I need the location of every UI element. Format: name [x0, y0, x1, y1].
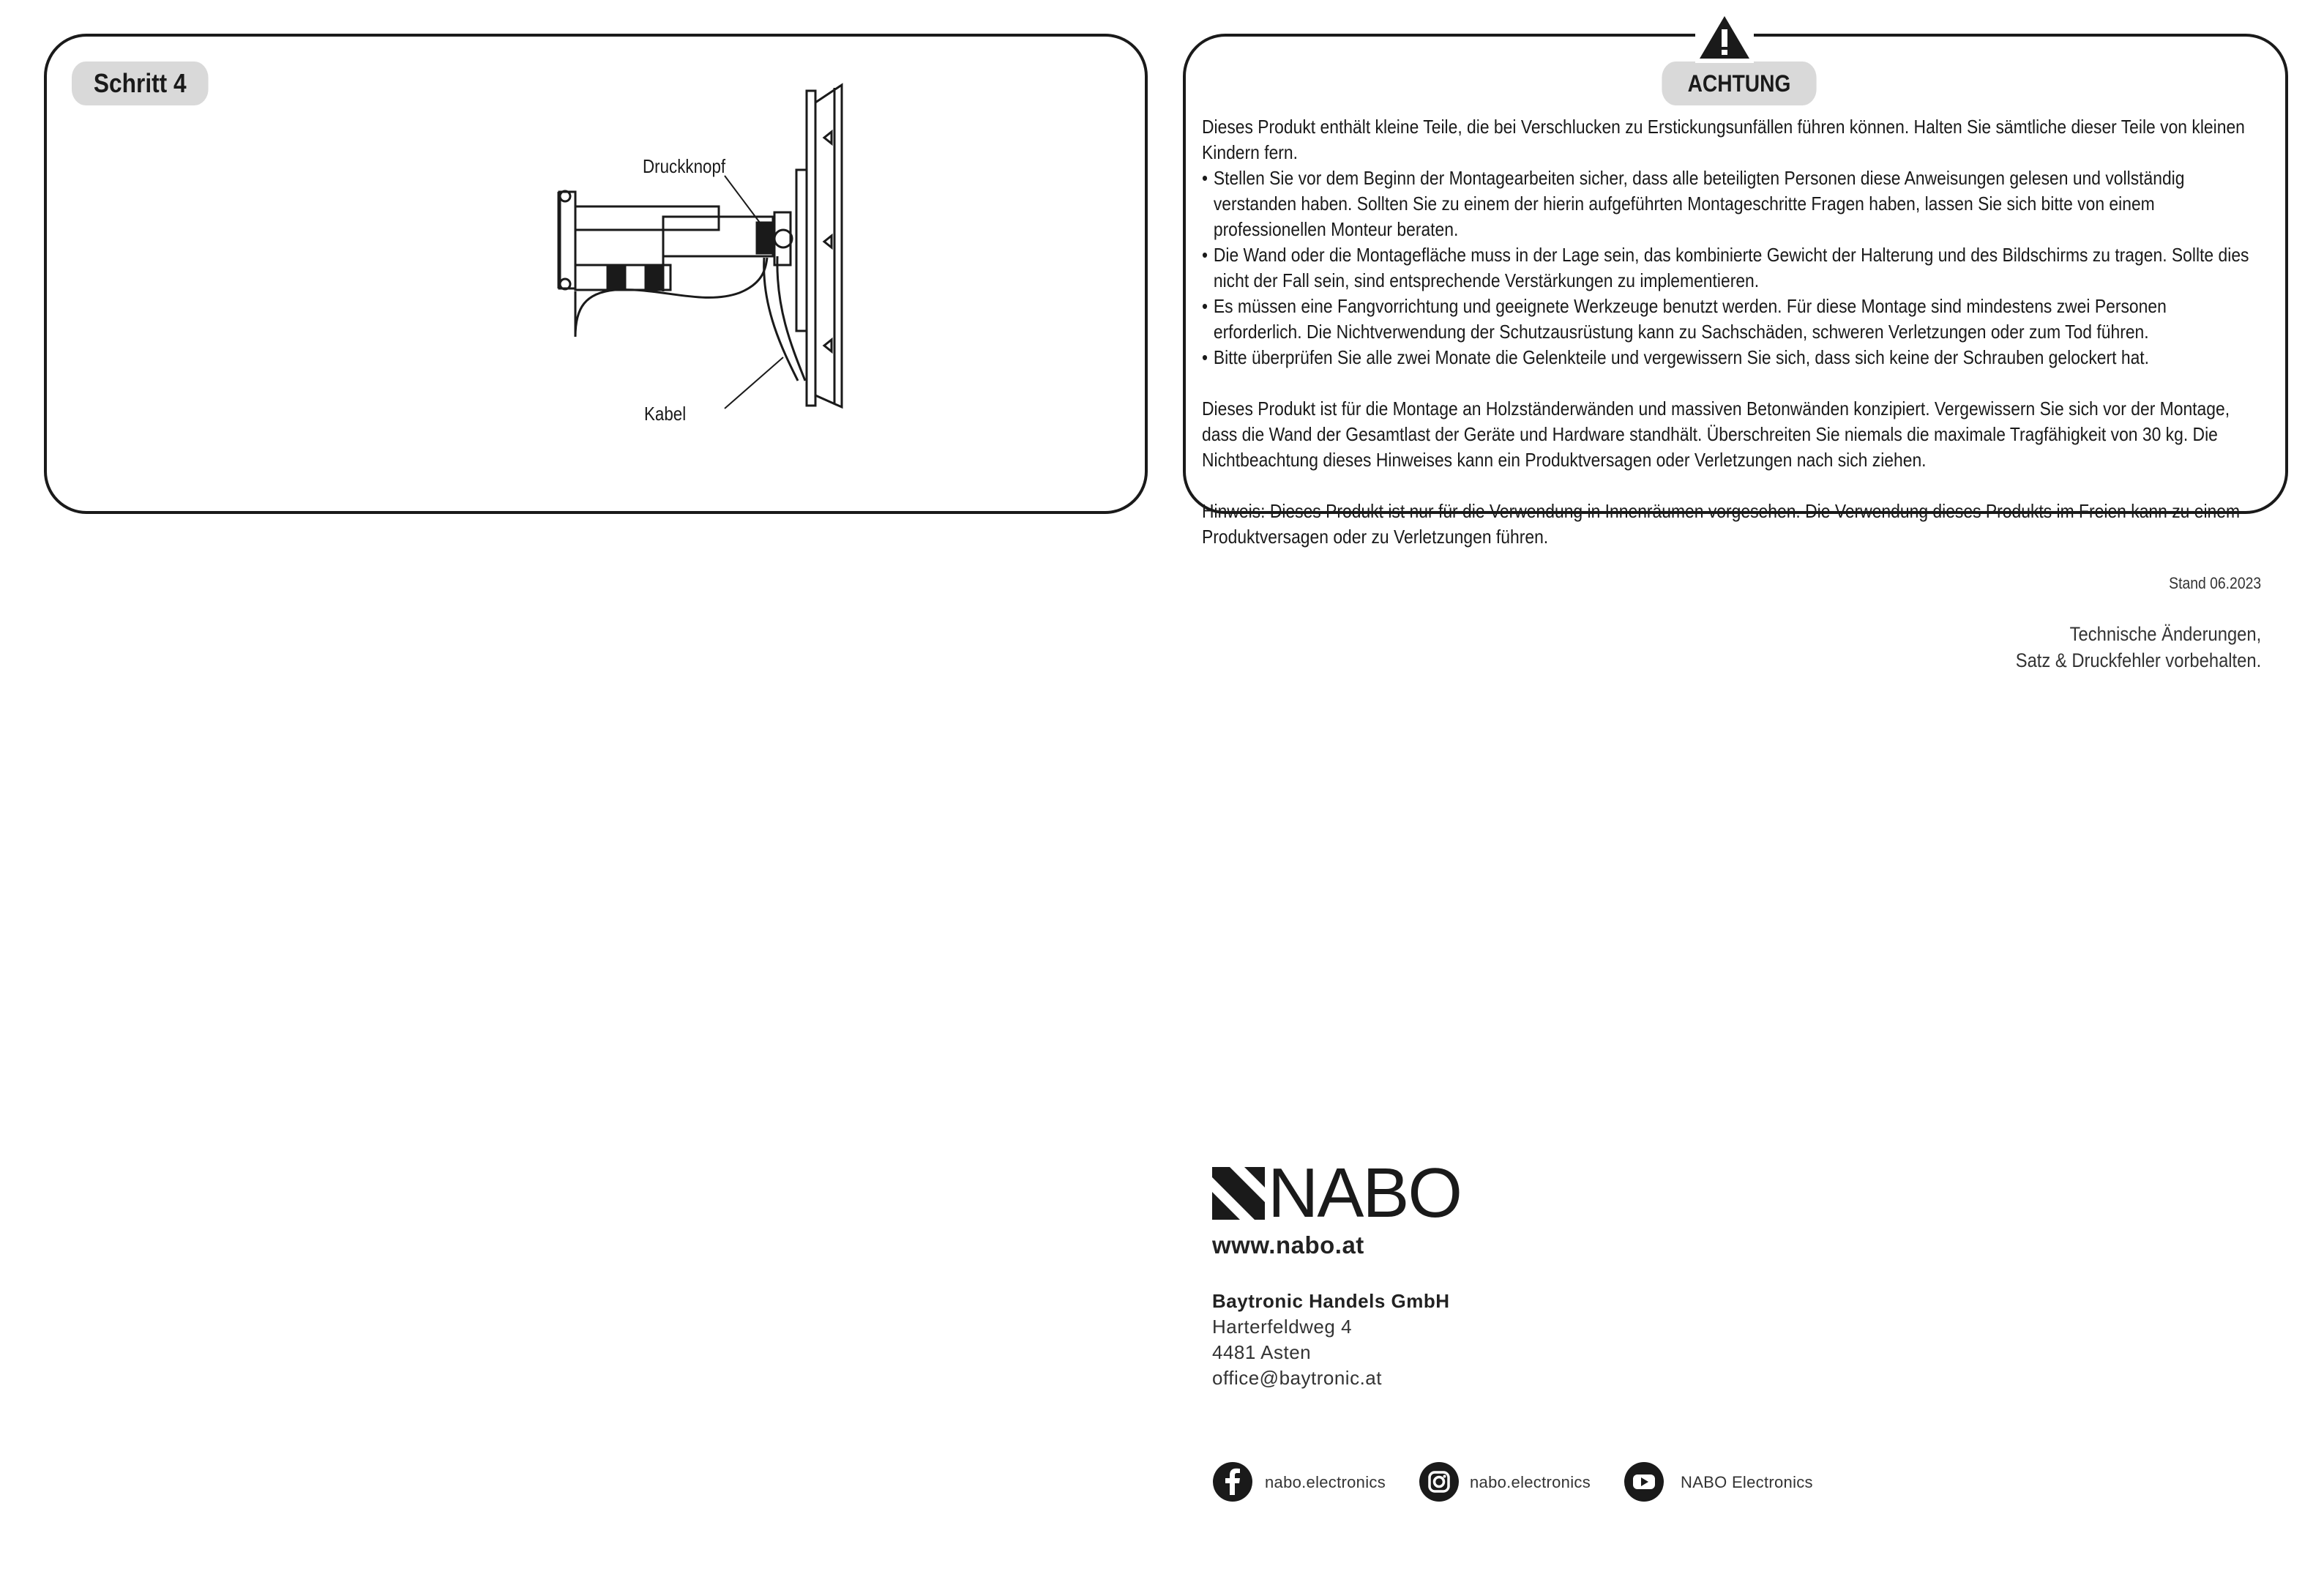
facebook-label[interactable]: nabo.electronics [1265, 1473, 1386, 1491]
company-name: Baytronic Handels GmbH [1212, 1290, 1450, 1312]
youtube-icon[interactable] [1624, 1461, 1664, 1502]
instagram-label[interactable]: nabo.electronics [1470, 1473, 1591, 1491]
push-button [757, 223, 773, 253]
warning-note: Hinweis: Dieses Produkt ist nur für die Verwendung in Innenräumen vorgesehen. Die Verwendung dieses Produkts im Freien kann zu einem Produktversagen oder zu Verletzungen führen. [1202, 500, 2241, 548]
upper-arm [575, 206, 719, 230]
address-street: Harterfeldweg 4 [1212, 1316, 1353, 1338]
disclaimer [2016, 621, 2261, 674]
step-label: Schritt 4 [72, 61, 209, 105]
disclaimer-line-2: Satz & Druckfehler vorbehalten. [2015, 649, 2261, 671]
warning-intro: Dieses Produkt enthält kleine Teile, die bei Verschlucken zu Erstickungsunfällen führen können. Halten Sie sämtliche dieser Teile von kleinen Kindern fern. [1202, 116, 2245, 163]
wall-plate [559, 192, 575, 288]
label-cable: Kabel [644, 403, 687, 425]
warning-bullet: • Es müssen eine Fangvorrichtung und geeignete Werkzeuge benutzt werden. Für diese Montage sind mindestens zwei Personen erforderlich. Die Nichtverwendung der Schutzausrüstung kann zu Sachschäden, schweren Verletzungen oder zum Tod führen. [1202, 294, 2258, 345]
warning-triangle-icon [1695, 12, 1754, 63]
youtube-label[interactable]: NABO Electronics [1681, 1473, 1813, 1491]
version-date: Stand 06.2023 [2169, 574, 2261, 592]
warning-bullet: • Stellen Sie vor dem Beginn der Montagearbeiten sicher, dass alle beteiligten Personen diese Anweisungen gelesen und vollständig verstanden haben. Sollten Sie zu einem der hierin aufgeführten Montageschritte Fragen haben, lassen Sie sich bitte von einem professionellen Monteur beraten. [1202, 165, 2258, 242]
disclaimer-line-1: Technische Änderungen, [2069, 623, 2261, 645]
warning-bullets [1202, 165, 2258, 370]
email-link[interactable]: office@baytronic.at [1212, 1367, 1382, 1389]
instagram-icon[interactable] [1419, 1461, 1460, 1502]
warning-bullet: • Bitte überprüfen Sie alle zwei Monate die Gelenkteile und vergewissern Sie sich, dass sich keine der Schrauben gelockert hat. [1202, 345, 2258, 370]
nabo-logo-mark [1212, 1167, 1265, 1220]
warning-text [1202, 114, 2258, 550]
label-push-button: Druckknopf [643, 155, 726, 177]
nabo-logo-text: NABO [1268, 1154, 1462, 1232]
tv-bracket [796, 170, 807, 331]
address-city: 4481 Asten [1212, 1341, 1312, 1363]
website-link[interactable]: www.nabo.at [1212, 1231, 1364, 1259]
warning-bullet: • Die Wand oder die Montagefläche muss in der Lage sein, das kombinierte Gewicht der Halterung und des Bildschirms zu tragen. Sollte dies nicht der Fall sein, sind entsprechende Verstärkungen zu implementieren. [1202, 242, 2258, 294]
warning-panel [1183, 34, 2288, 548]
warning-title: ACHTUNG [1662, 61, 1816, 105]
facebook-icon[interactable] [1212, 1461, 1253, 1502]
warning-paragraph: Dieses Produkt ist für die Montage an Holzständerwänden und massiven Betonwänden konzipiert. Vergewissern Sie sich vor der Montage, dass die Wand der Gesamtlast der Geräte und Hardware standhält. Überschreiten Sie niemals die maximale Tragfähigkeit von 30 kg. Die Nichtbeachtung dieses Hinweises kann ein Produktversagen oder Verletzungen nach sich ziehen. [1202, 398, 2230, 471]
